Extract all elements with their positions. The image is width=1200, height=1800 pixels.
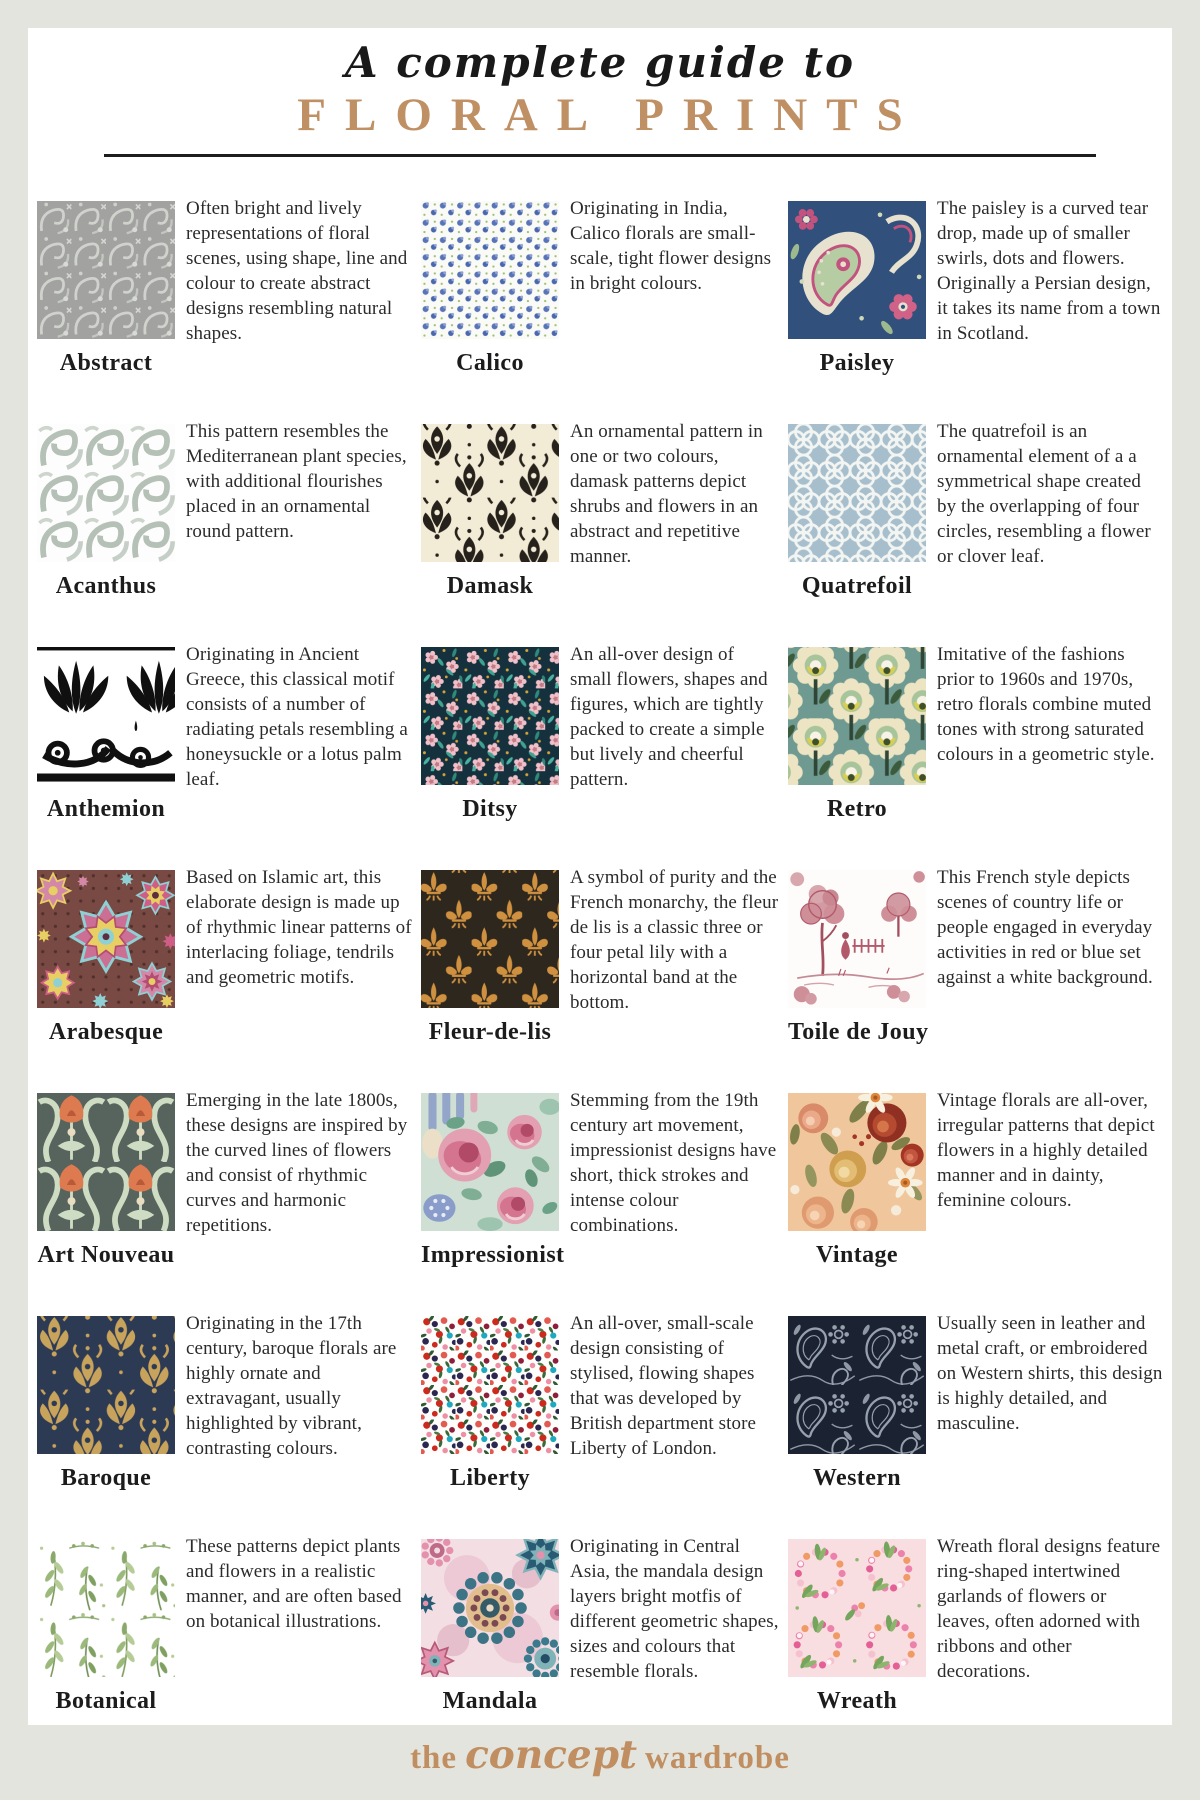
pattern-description-impressionist: Stemming from the 19th century art movement, impressionist designs have short, thick strokes and intense colour combinations. [570,1090,777,1236]
pattern-swatch-liberty [421,1316,559,1454]
pattern-entry-fleurdelis [421,867,788,1093]
pattern-swatch-paisley [788,201,926,339]
pattern-swatch-ditsy [421,647,559,785]
pattern-name-botanical: Botanical [55,1688,157,1715]
pattern-description-artnouveau: Emerging in the late 1800s, these designs are inspired by the curved lines of flowers and consist of rhythmic curves and harmonic repetitions. [186,1090,408,1236]
pattern-description-paisley: The paisley is a curved tear drop, made up of smaller swirls, dots and flowers. Originally a Persian design, it takes its name from a town in Scotland. [937,198,1161,344]
page-title: FLORAL PRINTS [297,89,922,142]
pattern-entry-mandala [421,1536,788,1725]
pattern-entry-vintage [788,1090,1172,1316]
pattern-name-abstract: Abstract [59,350,153,377]
pattern-name-ditsy: Ditsy [462,796,518,823]
pattern-swatch-fleurdelis [421,870,559,1008]
pattern-description-abstract: Often bright and lively representations of floral scenes, using shape, line and colour to create abstract designs resembling natural shapes. [186,198,408,344]
pattern-entry-western [788,1313,1172,1539]
pattern-entry-acanthus [37,421,421,647]
pattern-entry-calico [421,198,788,424]
pattern-description-acanthus: This pattern resembles the Mediterranean plant species, with additional flourishes placed in an ornamental round pattern. [186,421,407,542]
pattern-entry-botanical [37,1536,421,1725]
footer-logo [0,1732,1200,1778]
pattern-description-mandala: Originating in Central Asia, the mandala design layers bright motfis of different geometric shapes, sizes and colours that resemble florals. [570,1536,779,1682]
pattern-swatch-mandala [421,1539,559,1677]
pattern-entry-damask [421,421,788,647]
pattern-name-mandala: Mandala [442,1688,538,1715]
pattern-entry-ditsy [421,644,788,870]
pattern-name-paisley: Paisley [819,350,895,377]
pattern-swatch-impressionist [421,1093,559,1231]
pattern-entry-retro [788,644,1172,870]
pattern-description-botanical: These patterns depict plants and flowers in a realistic manner, and are often based on botanical illustrations. [186,1536,402,1632]
pattern-entry-artnouveau [37,1090,421,1316]
pattern-description-quatrefoil: The quatrefoil is an ornamental element of a a symmetrical shape created by the overlapping of four circles, resembling a flower or clover leaf. [937,421,1151,567]
pattern-name-wreath: Wreath [816,1688,898,1715]
pattern-swatch-baroque [37,1316,175,1454]
pattern-description-wreath: Wreath floral designs feature ring-shaped intertwined garlands of flowers or leaves, often adorned with ribbons and other decorations. [937,1536,1161,1682]
pattern-entry-wreath [788,1536,1172,1725]
page-subtitle: A complete guide to [344,38,855,87]
pattern-name-anthemion: Anthemion [46,796,166,823]
pattern-description-damask: An ornamental pattern in one or two colours, damask patterns depict shrubs and flowers in an abstract and repetitive manner. [570,421,763,567]
footer-logo-concept: concept [465,1732,638,1778]
pattern-description-anthemion: Originating in Ancient Greece, this classical motif consists of a number of radiating petals resembling a honeysuckle or a lotus palm leaf. [186,644,408,790]
guide-card [28,28,1172,1725]
pattern-name-artnouveau: Art Nouveau [37,1242,175,1269]
pattern-name-impressionist: Impressionist [421,1242,565,1269]
pattern-name-arabesque: Arabesque [48,1019,164,1046]
pattern-description-ditsy: An all-over design of small flowers, shapes and figures, which are tightly packed to create a simple but lively and cheerful pattern. [570,644,768,790]
pattern-swatch-acanthus [37,424,175,562]
pattern-swatch-anthemion [37,647,175,785]
pattern-entry-impressionist [421,1090,788,1316]
pattern-description-baroque: Originating in the 17th century, baroque florals are highly ornate and extravagant, usually highlighted by vibrant, contrasting colours. [186,1313,397,1459]
pattern-name-fleurdelis: Fleur-de-lis [428,1019,552,1046]
pattern-name-damask: Damask [446,573,534,600]
pattern-entry-paisley [788,198,1172,424]
pattern-swatch-damask [421,424,559,562]
pattern-entry-quatrefoil [788,421,1172,647]
pattern-description-retro: Imitative of the fashions prior to 1960s and 1970s, retro florals combine muted tones with strong saturated colours in a geometric style. [937,644,1155,765]
pattern-entry-liberty [421,1313,788,1539]
pattern-swatch-toiledejouy [788,870,926,1008]
pattern-swatch-abstract [37,201,175,339]
pattern-swatch-western [788,1316,926,1454]
pattern-name-quatrefoil: Quatrefoil [801,573,913,600]
pattern-swatch-wreath [788,1539,926,1677]
pattern-entry-anthemion [37,644,421,870]
pattern-name-calico: Calico [456,350,524,377]
pattern-name-toiledejouy: Toile de Jouy [788,1019,929,1046]
pattern-swatch-calico [421,201,559,339]
pattern-swatch-vintage [788,1093,926,1231]
pattern-description-western: Usually seen in leather and metal craft, or embroidered on Western shirts, this design is highly detailed, and masculine. [937,1313,1163,1434]
pattern-entry-arabesque [37,867,421,1093]
pattern-entry-toiledejouy [788,867,1172,1093]
title-rule [104,154,1096,157]
pattern-description-vintage: Vintage florals are all-over, irregular patterns that depict flowers in a highly detailed manner and in dainty, feminine colours. [937,1090,1155,1211]
pattern-name-acanthus: Acanthus [55,573,157,600]
pattern-swatch-artnouveau [37,1093,175,1231]
pattern-name-liberty: Liberty [449,1465,531,1492]
pattern-name-retro: Retro [826,796,888,823]
pattern-description-toiledejouy: This French style depicts scenes of country life or people engaged in everyday activities in red or blue set against a white background. [937,867,1153,988]
pattern-name-western: Western [812,1465,902,1492]
pattern-swatch-arabesque [37,870,175,1008]
pattern-swatch-botanical [37,1539,175,1677]
pattern-name-vintage: Vintage [816,1242,898,1269]
pattern-entry-baroque [37,1313,421,1539]
pattern-grid [37,198,1172,1725]
pattern-description-arabesque: Based on Islamic art, this elaborate design is made up of rhythmic linear patterns of interlacing foliage, tendrils and geometric motifs. [186,867,412,988]
pattern-swatch-retro [788,647,926,785]
pattern-description-liberty: An all-over, small-scale design consisting of stylised, flowing shapes that was developed by British department store Liberty of London. [570,1313,757,1459]
pattern-description-fleurdelis: A symbol of purity and the French monarchy, the fleur de lis is a classic three or four petal lily with a horizontal band at the bottom. [570,867,779,1013]
pattern-swatch-quatrefoil [788,424,926,562]
pattern-description-calico: Originating in India, Calico florals are small-scale, tight flower designs in bright colours. [570,198,772,294]
pattern-entry-abstract [37,198,421,424]
footer-logo-the: the [410,1740,458,1776]
footer-logo-wardrobe: wardrobe [645,1740,790,1776]
pattern-name-baroque: Baroque [60,1465,152,1492]
